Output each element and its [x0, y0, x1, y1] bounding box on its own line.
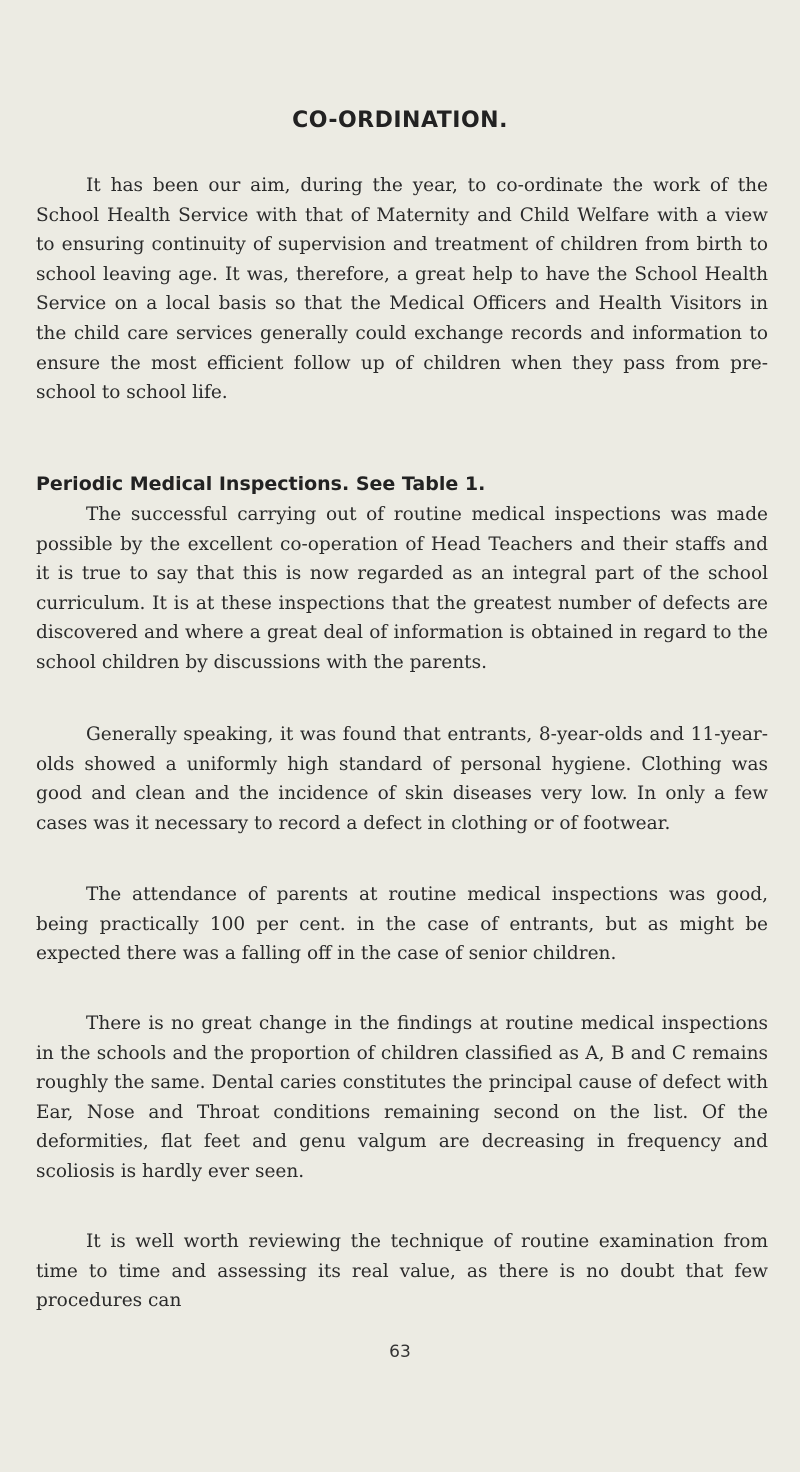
- paragraph-attendance: The attendance of parents at routine medical inspections was good, being practically 100 per cent. in the case of entrants, but as might be expected there was a falling off in the case of senior children.: [36, 884, 768, 965]
- paragraph-technique: It is well worth reviewing the technique of routine examination from time to time and assessing its real value, as there is no doubt that few procedures can: [36, 1231, 768, 1312]
- paragraph-findings: There is no great change in the findings at routine medical inspections in the schools and the proportion of children classified as A, B and C remains roughly the same. Dental caries constitutes the principal cause of defect with Ear, Nose and Throat conditions remaining second on the list. Of the deformities, flat feet and genu valgum are decreasing in frequency and scoliosis is hardly ever seen.: [36, 1013, 768, 1182]
- page-number: 63: [389, 1342, 411, 1362]
- section-subheading: Periodic Medical Inspections. See Table 1.: [36, 473, 486, 495]
- paragraph-coordination: It has been our aim, during the year, to co-ordinate the work of the School Health Service with that of Maternity and Child Welfare with a view to ensuring continuity of supervision and treatment of children from birth to school leaving age. It was, therefore, a great help to have the School Health Service on a local basis so that the Medical Officers and Health Visitors in the child care services generally could exchange records and information to ensure the most efficient follow up of children when they pass from pre-school to school life.: [36, 175, 768, 404]
- page-heading: CO-ORDINATION.: [292, 108, 508, 133]
- paragraph-hygiene: Generally speaking, it was found that entrants, 8-year-olds and 11-year-olds showed a uniformly high standard of personal hygiene. Clothing was good and clean and the incidence of skin diseases very low. In only a few cases was it necessary to record a defect in clothing or of footwear.: [36, 724, 768, 834]
- paragraph-inspections: The successful carrying out of routine medical inspections was made possible by the excellent co-operation of Head Teachers and their staffs and it is true to say that this is now regarded as an integral part of the school curriculum. It is at these inspections that the greatest number of defects are discovered and where a great deal of information is obtained in regard to the school children by discussions with the parents.: [36, 504, 768, 673]
